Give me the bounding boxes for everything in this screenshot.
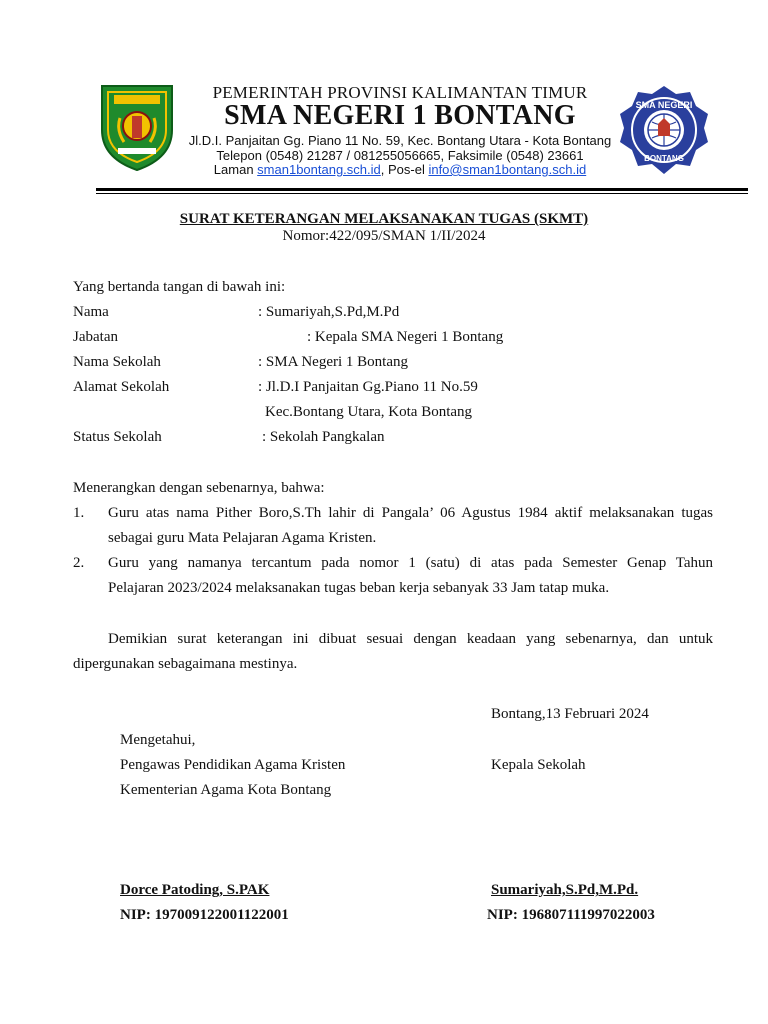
laman-prefix: Laman — [213, 162, 258, 177]
header-divider-thin — [96, 193, 748, 194]
field-label-jabatan: Jabatan — [73, 329, 118, 345]
closing-line-2: dipergunakan sebagaimana mestinya. — [73, 656, 298, 672]
field-value-nama: : Sumariyah,S.Pd,M.Pd — [258, 304, 400, 320]
right-signatory-name: Sumariyah,S.Pd,M.Pd. — [491, 882, 639, 898]
field-label-nama: Nama — [73, 304, 109, 320]
email-link[interactable]: info@sman1bontang.sch.id — [428, 162, 587, 177]
statement-intro: Menerangkan dengan sebenarnya, bahwa: — [73, 480, 325, 496]
field-value-alamat: : Jl.D.I Panjaitan Gg.Piano 11 No.59 — [258, 379, 478, 395]
school-name: SMA NEGERI 1 BONTANG — [224, 100, 576, 131]
address-line: Jl.D.I. Panjaitan Gg. Piano 11 No. 59, Kec. Bontang Utara - Kota Bontang — [188, 133, 612, 148]
contact-line — [180, 162, 620, 177]
item-number: 2. — [73, 555, 85, 571]
field-label-nama-sekolah: Nama Sekolah — [73, 354, 161, 370]
item-2-line-1: Guru yang namanya tercantum pada nomor 1 (satu) di atas pada Semester Genap Tahun — [108, 555, 713, 571]
sma-negeri-bontang-seal-icon — [618, 84, 710, 176]
left-signatory-line-3: Kementerian Agama Kota Bontang — [120, 782, 332, 798]
left-signatory-line-2: Pengawas Pendidikan Agama Kristen — [120, 757, 346, 773]
svg-text:BONTANG: BONTANG — [644, 154, 684, 163]
header-divider-thick — [96, 188, 748, 191]
item-1-line-1: Guru atas nama Pither Boro,S.Th lahir di Pangala’ 06 Agustus 1984 aktif melaksanakan tugas — [108, 505, 713, 521]
item-number: 1. — [73, 505, 85, 521]
intro-text: Yang bertanda tangan di bawah ini: — [73, 279, 286, 295]
field-label-status: Status Sekolah — [73, 429, 162, 445]
field-value-nama-sekolah: : SMA Negeri 1 Bontang — [258, 354, 408, 370]
left-signatory-nip: NIP: 197009122001122001 — [120, 907, 289, 923]
place-date: Bontang,13 Februari 2024 — [491, 706, 649, 722]
email-prefix: , Pos-el — [380, 162, 429, 177]
field-value-jabatan: : Kepala SMA Negeri 1 Bontang — [307, 329, 504, 345]
document-number: Nomor:422/095/SMAN 1/II/2024 — [282, 228, 486, 244]
document-title: SURAT KETERANGAN MELAKSANAKAN TUGAS (SKMT) — [179, 211, 589, 227]
field-label-alamat: Alamat Sekolah — [73, 379, 170, 395]
closing-line-1: Demikian surat keterangan ini dibuat sesuai dengan keadaan yang sebenarnya, dan untuk — [108, 631, 713, 647]
right-signatory-title: Kepala Sekolah — [491, 757, 586, 773]
right-signatory-nip: NIP: 196807111997022003 — [487, 907, 655, 923]
field-value-alamat-cont: Kec.Bontang Utara, Kota Bontang — [265, 404, 473, 420]
kalimantan-timur-crest-icon — [98, 80, 176, 172]
field-value-status: : Sekolah Pangkalan — [262, 429, 385, 445]
svg-text:SMA NEGERI: SMA NEGERI — [635, 100, 693, 110]
item-1-line-2: sebagai guru Mata Pelajaran Agama Kristen. — [108, 530, 377, 546]
phone-line: Telepon (0548) 21287 / 081255056665, Faksimile (0548) 23661 — [216, 148, 584, 163]
website-link[interactable]: sman1bontang.sch.id — [257, 162, 381, 177]
item-2-line-2: Pelajaran 2023/2024 melaksanakan tugas beban kerja sebanyak 33 Jam tatap muka. — [108, 580, 610, 596]
government-heading: PEMERINTAH PROVINSI KALIMANTAN TIMUR — [212, 83, 588, 102]
left-signatory-name: Dorce Patoding, S.PAK — [120, 882, 270, 898]
left-signatory-line-1: Mengetahui, — [120, 732, 196, 748]
